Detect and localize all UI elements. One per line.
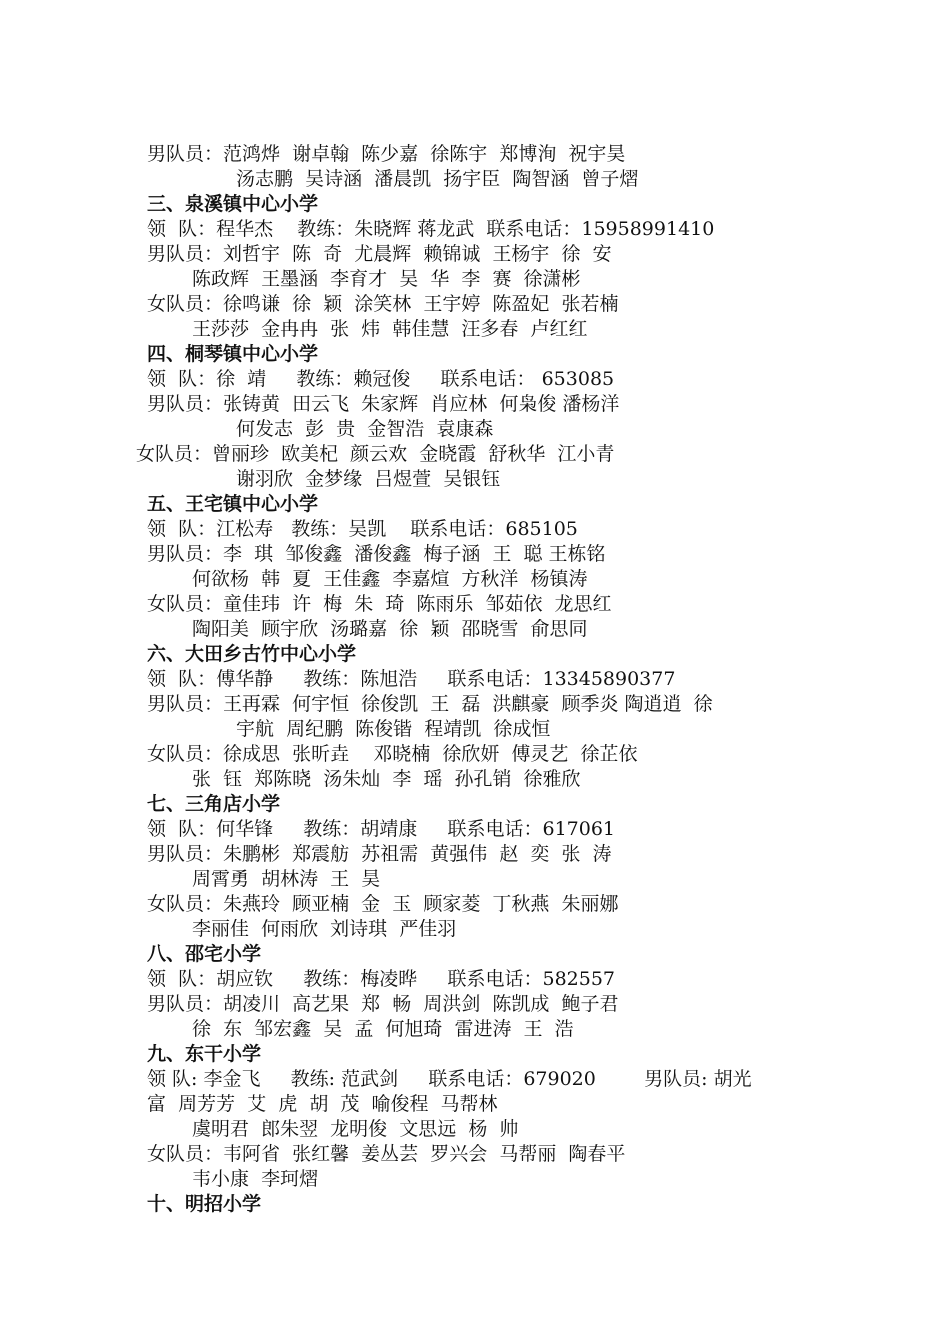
team-line: 领 队：傅华静 教练：陈旭浩 联系电话：13345890377: [147, 668, 676, 690]
team-line: 宇航 周纪鹏 陈俊锴 程靖凯 徐成恒: [236, 718, 551, 740]
team-line: 领 队：江松寿 教练：吴凯 联系电话：685105: [147, 518, 578, 540]
team-line: 男队员：张铸黄 田云飞 朱家辉 肖应林 何枭俊 潘杨洋: [147, 393, 620, 415]
section-heading: 六、大田乡古竹中心小学: [147, 643, 357, 665]
team-line: 领 队: 李金飞 教练: 范武剑 联系电话：679020 男队员: 胡光: [147, 1068, 752, 1090]
team-line: 领 队：何华锋 教练：胡靖康 联系电话：617061: [147, 818, 616, 840]
team-line: 谢羽欣 金梦缘 吕煜萱 吴银钰: [236, 468, 501, 490]
section-heading: 七、三角店小学: [147, 793, 281, 815]
team-line: 女队员：童佳玮 许 梅 朱 琦 陈雨乐 邹茹依 龙思红: [147, 593, 612, 615]
section-heading: 九、东干小学: [147, 1043, 262, 1065]
team-line: 周霄勇 胡林涛 王 昊: [192, 868, 381, 890]
team-line: 何欲杨 韩 夏 王佳鑫 李嘉煊 方秋洋 杨镇涛: [192, 568, 588, 590]
team-line: 男队员：胡凌川 高艺果 郑 畅 周洪剑 陈凯成 鲍子君: [147, 993, 619, 1015]
team-line: 韦小康 李珂熠: [192, 1168, 319, 1190]
team-line: 男队员：王再霖 何宇恒 徐俊凯 王 磊 洪麒豪 顾季炎 陶逍逍 徐: [147, 693, 713, 715]
team-line: 男队员：刘哲宇 陈 奇 尤晨辉 赖锦诚 王杨宇 徐 安: [147, 243, 612, 265]
team-line: 陈政辉 王墨涵 李育才 吴 华 李 赛 徐潇彬: [192, 268, 581, 290]
team-line: 男队员：朱鹏彬 郑震舫 苏祖需 黄强伟 赵 奕 张 涛: [147, 843, 612, 865]
team-line: 女队员：曾丽珍 欧美杞 颜云欢 金晓霞 舒秋华 江小青: [136, 443, 615, 465]
team-line: 领 队：程华杰 教练：朱晓辉 蒋龙武 联系电话：15958991410: [147, 218, 715, 240]
team-line: 汤志鹏 吴诗涵 潘晨凯 扬宇臣 陶智涵 曾子熠: [236, 168, 639, 190]
team-line: 男队员：范鸿烨 谢卓翰 陈少嘉 徐陈宇 郑博洵 祝宇昊: [147, 143, 626, 165]
section-heading: 五、王宅镇中心小学: [147, 493, 319, 515]
team-line: 张 钰 郑陈晓 汤朱灿 李 瑶 孙孔销 徐雅欣: [192, 768, 581, 790]
team-line: 女队员：韦阿省 张红馨 姜丛芸 罗兴会 马帮丽 陶春平: [147, 1143, 626, 1165]
team-line: 李丽佳 何雨欣 刘诗琪 严佳羽: [192, 918, 457, 940]
section-heading: 十、明招小学: [147, 1193, 262, 1215]
team-line: 富 周芳芳 艾 虎 胡 茂 喻俊程 马帮林: [147, 1093, 498, 1115]
team-line: 王莎莎 金冉冉 张 炜 韩佳慧 汪多春 卢红红: [192, 318, 588, 340]
team-line: 陶阳美 顾宇欣 汤璐嘉 徐 颖 邵晓雪 俞思同: [192, 618, 588, 640]
team-line: 领 队：胡应钦 教练：梅凌晔 联系电话：582557: [147, 968, 616, 990]
section-heading: 四、桐琴镇中心小学: [147, 343, 319, 365]
team-line: 女队员：徐鸣谦 徐 颖 涂笑林 王宇婷 陈盈妃 张若楠: [147, 293, 619, 315]
team-line: 领 队：徐 靖 教练：赖冠俊 联系电话： 653085: [147, 368, 615, 390]
team-line: 女队员：朱燕玲 顾亚楠 金 玉 顾家菱 丁秋燕 朱丽娜: [147, 893, 619, 915]
team-line: 何发志 彭 贵 金智浩 袁康森: [236, 418, 494, 440]
team-line: 虞明君 郎朱翌 龙明俊 文思远 杨 帅: [192, 1118, 519, 1140]
section-heading: 三、泉溪镇中心小学: [147, 193, 319, 215]
team-line: 女队员：徐成思 张昕垚 邓晓楠 徐欣妍 傅灵艺 徐芷依: [147, 743, 638, 765]
team-line: 男队员：李 琪 邹俊鑫 潘俊鑫 梅子涵 王 聪 王栋铭: [147, 543, 606, 565]
section-heading: 八、邵宅小学: [147, 943, 262, 965]
team-line: 徐 东 邹宏鑫 吴 孟 何旭琦 雷进涛 王 浩: [192, 1018, 574, 1040]
